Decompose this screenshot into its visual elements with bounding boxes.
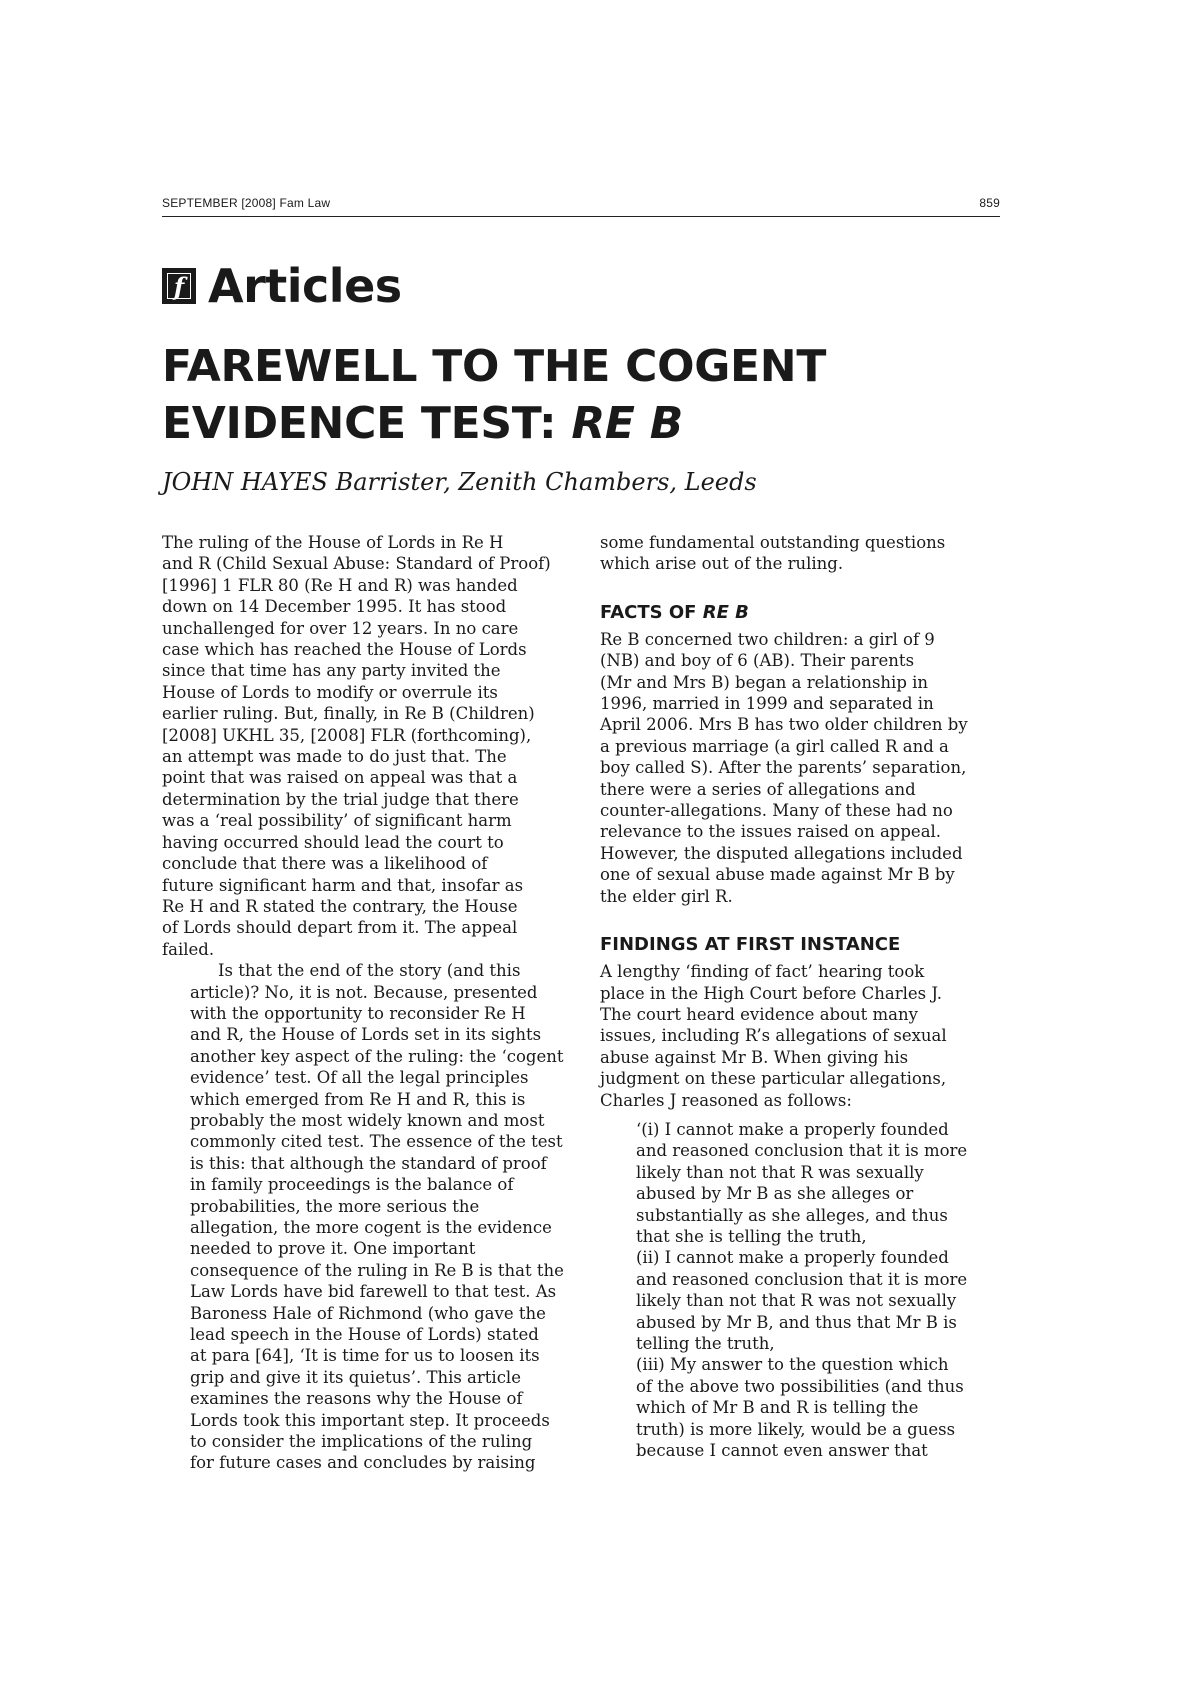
text-line: 1996, married in 1999 and separated in xyxy=(600,694,934,714)
left-column xyxy=(162,532,562,1474)
text-line: The court heard evidence about many xyxy=(600,1004,918,1024)
text-line: Is that the end of the story (and this xyxy=(218,961,521,981)
text-line: substantially as she alleges, and thus xyxy=(636,1205,948,1225)
paragraph-continued xyxy=(600,532,1002,575)
text-line: Baroness Hale of Richmond (who gave the xyxy=(190,1303,546,1323)
text-line: Re B concerned two children: a girl of 9 xyxy=(600,629,935,649)
heading-facts-text: FACTS OF xyxy=(600,601,703,623)
text-line: (NB) and boy of 6 (AB). Their parents xyxy=(600,651,915,671)
text-line: abused by Mr B, and thus that Mr B is xyxy=(636,1312,957,1332)
section-label: Articles xyxy=(208,259,402,313)
text-line: of Lords should depart from it. The appeal xyxy=(162,918,518,938)
text-line: which emerged from Re H and R, this is xyxy=(190,1089,526,1109)
text-line: one of sexual abuse made against Mr B by xyxy=(600,865,955,885)
text-line: and reasoned conclusion that it is more xyxy=(636,1141,968,1161)
text-line: there were a series of allegations and xyxy=(600,779,916,799)
text-line: However, the disputed allegations included xyxy=(600,843,963,863)
paragraph-facts xyxy=(600,629,1002,907)
text-line: a previous marriage (a girl called R and a xyxy=(600,736,949,756)
text-line: allegation, the more cogent is the evidence xyxy=(190,1218,552,1237)
text-line: probabilities, the more serious the xyxy=(190,1196,480,1216)
text-line: likely than not that R was sexually xyxy=(636,1162,924,1182)
text-line: Lords took this important step. It proceeds xyxy=(190,1410,550,1430)
title-line-2-text: EVIDENCE TEST: xyxy=(162,398,572,449)
right-column xyxy=(600,532,1002,1461)
article-title xyxy=(162,338,1002,452)
heading-facts-case: RE B xyxy=(702,601,749,623)
text-line: article)? No, it is not. Because, presented xyxy=(190,982,538,1002)
text-line: Charles J reasoned as follows: xyxy=(600,1090,852,1110)
title-line-2-case: RE B xyxy=(571,398,683,449)
text-line: conclude that there was a likelihood of xyxy=(162,854,488,874)
text-line: that she is telling the truth, xyxy=(636,1226,867,1246)
text-line: case which has reached the House of Lords xyxy=(162,640,527,660)
text-line: counter-allegations. Many of these had no xyxy=(600,801,953,821)
text-line: at para [64], ‘It is time for us to loosen its xyxy=(190,1346,540,1366)
text-line: Re H and R stated the contrary, the House xyxy=(162,896,518,916)
text-line: to consider the implications of the ruling xyxy=(190,1432,533,1452)
text-line: (ii) I cannot make a properly founded xyxy=(636,1248,949,1268)
paragraph-intro xyxy=(162,532,562,960)
text-line: earlier ruling. But, finally, in Re B (Children) xyxy=(162,704,535,724)
text-line: grip and give it its quietus’. This article xyxy=(190,1367,521,1387)
text-line: examines the reasons why the House of xyxy=(190,1389,523,1409)
text-line: and R (Child Sexual Abuse: Standard of Proof) xyxy=(162,554,551,574)
text-line: relevance to the issues raised on appeal. xyxy=(600,822,942,842)
text-line: boy called S). After the parents’ separation, xyxy=(600,758,967,778)
quotation-charles-j xyxy=(600,1119,1002,1462)
text-line: determination by the trial judge that there xyxy=(162,789,519,809)
journal-issue: SEPTEMBER [2008] Fam Law xyxy=(162,196,331,210)
text-line: is this: that although the standard of proof xyxy=(190,1153,547,1173)
text-line: down on 14 December 1995. It has stood xyxy=(162,597,507,617)
page-number: 859 xyxy=(979,196,1000,210)
text-line: consequence of the ruling in Re B is that the xyxy=(190,1260,564,1280)
articles-logo-icon xyxy=(162,268,196,304)
text-line: which of Mr B and R is telling the xyxy=(636,1398,919,1418)
text-line: for future cases and concludes by raising xyxy=(190,1453,536,1473)
text-line: issues, including R’s allegations of sexual xyxy=(600,1026,947,1046)
text-line: which arise out of the ruling. xyxy=(600,554,844,574)
heading-findings: FINDINGS AT FIRST INSTANCE xyxy=(600,934,901,956)
text-line: [1996] 1 FLR 80 (Re H and R) was handed xyxy=(162,575,518,595)
text-line: April 2006. Mrs B has two older children by xyxy=(600,715,968,735)
section-heading xyxy=(162,258,402,314)
text-line: the elder girl R. xyxy=(600,886,733,906)
author-byline: JOHN HAYES Barrister, Zenith Chambers, Leeds xyxy=(162,468,757,496)
text-line: failed. xyxy=(162,939,215,959)
text-line: (Mr and Mrs B) began a relationship in xyxy=(600,672,929,692)
text-line: point that was raised on appeal was that a xyxy=(162,768,518,788)
text-line: (iii) My answer to the question which xyxy=(636,1355,949,1375)
text-line: likely than not that R was not sexually xyxy=(636,1291,957,1311)
heading-facts xyxy=(600,601,1002,625)
text-line: place in the High Court before Charles J. xyxy=(600,983,942,1003)
text-line: in family proceedings is the balance of xyxy=(190,1175,514,1195)
text-line: was a ‘real possibility’ of significant harm xyxy=(162,811,512,831)
text-line: and R, the House of Lords set in its sights xyxy=(190,1025,542,1045)
text-line: probably the most widely known and most xyxy=(190,1110,545,1130)
text-line: The ruling of the House of Lords in Re H xyxy=(162,533,504,552)
text-line: another key aspect of the ruling: the ‘cogent xyxy=(190,1046,564,1066)
text-line: abuse against Mr B. When giving his xyxy=(600,1047,909,1067)
paragraph-findings xyxy=(600,961,1002,1111)
text-line: since that time has any party invited the xyxy=(162,661,501,681)
text-line: having occurred should lead the court to xyxy=(162,832,504,852)
text-line: unchallenged for over 12 years. In no care xyxy=(162,618,519,638)
text-line: commonly cited test. The essence of the test xyxy=(190,1132,563,1152)
text-line: truth) is more likely, would be a guess xyxy=(636,1419,956,1439)
paragraph-cogent-evidence xyxy=(162,960,562,1474)
text-line: because I cannot even answer that xyxy=(636,1441,928,1461)
text-line: needed to prove it. One important xyxy=(190,1239,476,1259)
text-line: of the above two possibilities (and thus xyxy=(636,1376,964,1396)
text-line: an attempt was made to do just that. The xyxy=(162,747,507,767)
title-line-2 xyxy=(162,395,1002,452)
text-line: House of Lords to modify or overrule its xyxy=(162,682,498,702)
text-line: abused by Mr B as she alleges or xyxy=(636,1184,914,1204)
text-line: Law Lords have bid farewell to that test. As xyxy=(190,1282,557,1302)
text-line: telling the truth, xyxy=(636,1334,775,1353)
text-line: A lengthy ‘finding of fact’ hearing took xyxy=(600,962,925,982)
articles-logo-glyph: f xyxy=(173,272,185,301)
text-line: evidence’ test. Of all the legal principles xyxy=(190,1068,529,1088)
text-line: and reasoned conclusion that it is more xyxy=(636,1269,968,1289)
text-line: with the opportunity to reconsider Re H xyxy=(190,1003,526,1023)
title-line-1: FAREWELL TO THE COGENT xyxy=(162,341,827,392)
text-line: ‘(i) I cannot make a properly founded xyxy=(636,1119,949,1139)
text-line: future significant harm and that, insofar as xyxy=(162,875,524,895)
text-line: [2008] UKHL 35, [2008] FLR (forthcoming), xyxy=(162,725,532,745)
text-line: lead speech in the House of Lords) stated xyxy=(190,1325,539,1345)
text-line: judgment on these particular allegations, xyxy=(600,1069,947,1089)
running-header xyxy=(162,196,1000,217)
text-line: some fundamental outstanding questions xyxy=(600,533,946,552)
